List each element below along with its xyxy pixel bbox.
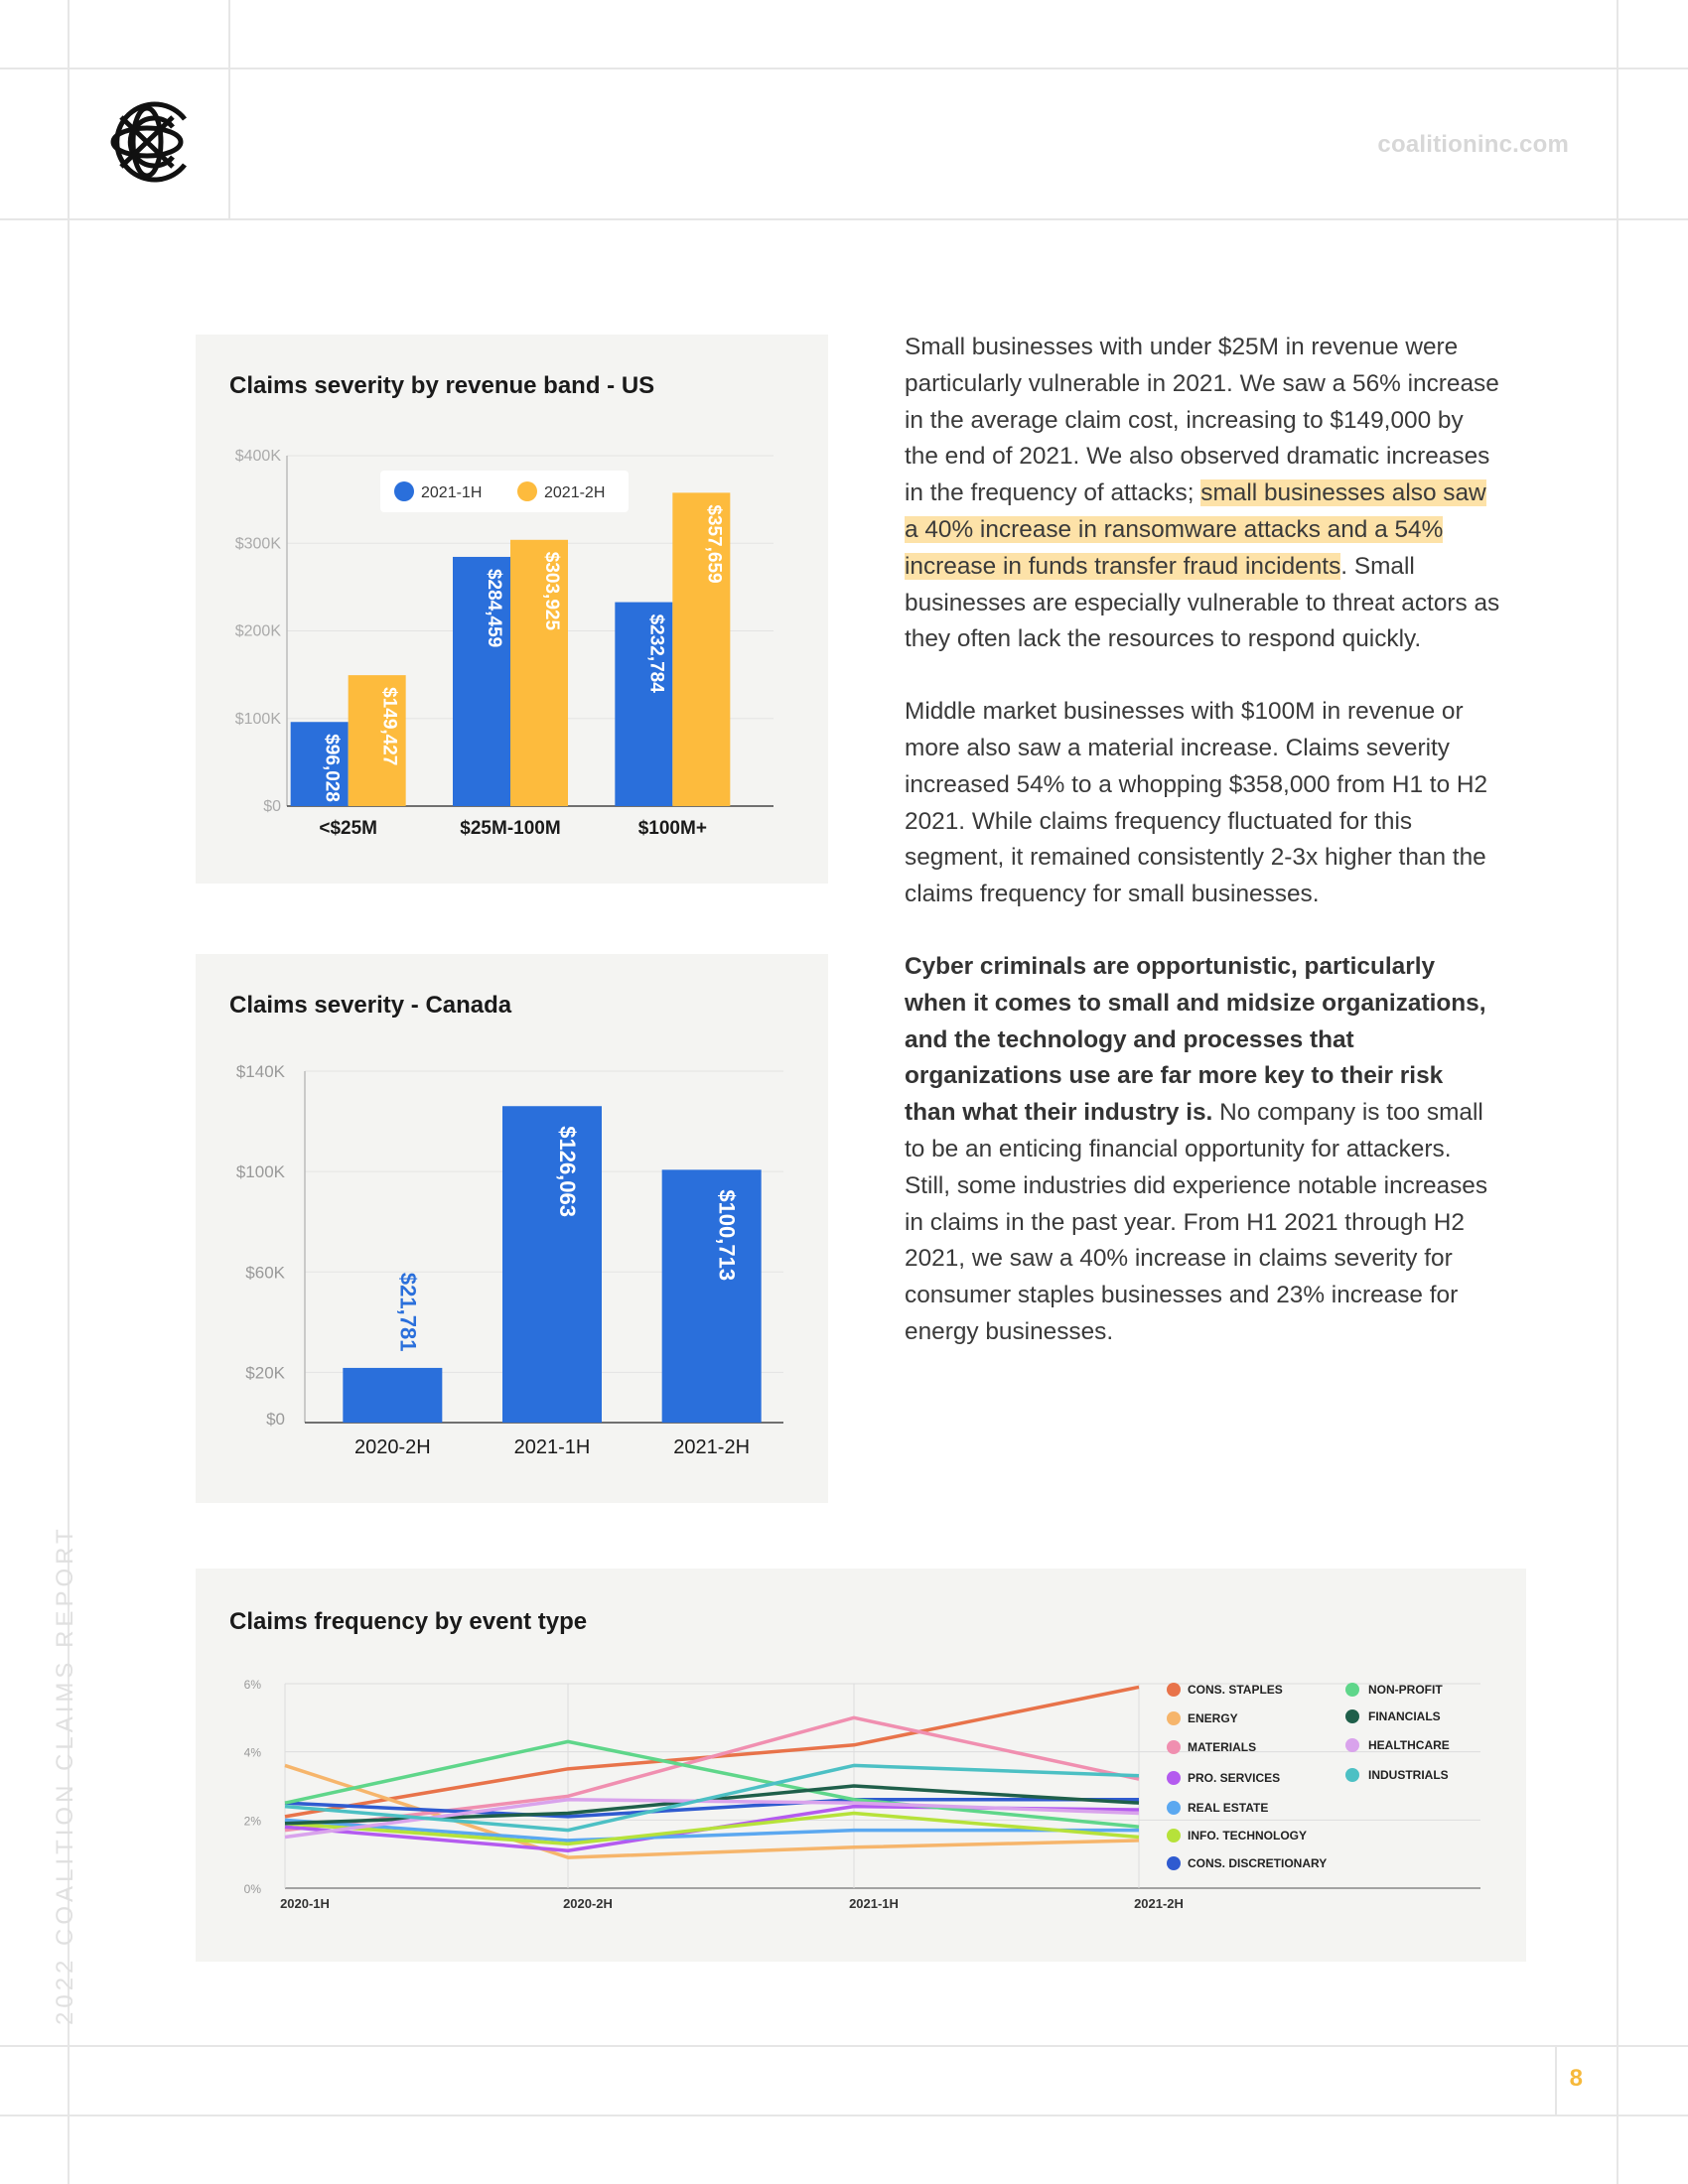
y-tick-label-us: $100K	[234, 710, 281, 728]
paragraph-middle-market: Middle market businesses with $100M in revenue or more also saw a material increase. Claims severity increased 54% to a whopping $358,000 from H1 to H2 2021. While claims frequency fluctuated for this segment, it remained consistently 2-3x higher than the claims frequency for small businesses.	[905, 698, 1488, 908]
legend-swatch-frequency	[1167, 1740, 1181, 1754]
bar-value-label-us: $96,028	[321, 734, 343, 802]
legend-swatch-frequency	[1167, 1711, 1181, 1725]
bar-value-label-canada: $21,781	[395, 1272, 421, 1352]
bar-chart-canada	[196, 954, 828, 1503]
y-tick-label-canada: $140K	[235, 1062, 285, 1081]
paragraph-1-text: Small businesses with under $25M in revenue were particularly vulnerable in 2021. We saw a 56% increase in the average claim cost, increasing to $149,000 by the end of 2021. We also observed dramatic increases in the frequency of attacks;	[905, 334, 1499, 507]
legend-swatch-frequency	[1167, 1829, 1181, 1843]
legend-swatch-frequency	[1345, 1709, 1359, 1723]
y-tick-label-us: $400K	[234, 448, 281, 465]
legend-label-frequency: PRO. SERVICES	[1188, 1771, 1281, 1785]
paragraph-opportunistic	[905, 949, 1500, 1351]
chart-title-canada: Claims severity - Canada	[229, 992, 512, 1019]
bar-chart-us	[196, 335, 828, 884]
bar-value-label-us: $149,427	[378, 687, 400, 766]
x-category-label-canada: 2021-1H	[513, 1436, 591, 1458]
legend-swatch-us	[394, 481, 414, 501]
chart-title-frequency: Claims frequency by event type	[229, 1608, 588, 1635]
bar-canada	[502, 1106, 602, 1423]
legend-swatch-frequency	[1345, 1738, 1359, 1752]
x-tick-label-frequency: 2021-2H	[1134, 1896, 1184, 1911]
x-category-label-us: <$25M	[319, 818, 377, 839]
legend-swatch-us	[517, 481, 537, 501]
frame-line-v2	[228, 0, 230, 218]
bar-value-label-us: $357,659	[703, 504, 725, 584]
y-tick-label-frequency: 2%	[243, 1814, 261, 1829]
frame-line-h1	[0, 68, 1688, 69]
x-category-label-us: $25M-100M	[460, 818, 561, 839]
legend-label-frequency: ENERGY	[1188, 1711, 1238, 1725]
page-number: 8	[1569, 2065, 1583, 2092]
legend-swatch-frequency	[1167, 1801, 1181, 1815]
legend-label-frequency: INFO. TECHNOLOGY	[1188, 1829, 1307, 1843]
frame-line-v3	[1617, 0, 1618, 2184]
y-tick-label-canada: $0	[266, 1410, 285, 1429]
y-tick-label-frequency: 6%	[243, 1678, 261, 1692]
y-tick-label-canada: $20K	[245, 1363, 285, 1383]
x-category-label-canada: 2021-2H	[673, 1436, 751, 1458]
y-tick-label-canada: $60K	[245, 1263, 285, 1283]
legend-label-frequency: MATERIALS	[1188, 1740, 1257, 1754]
paragraph-1-end: . Small businesses are especially vulnerable to threat actors as they often lack the resources to respond quickly.	[905, 552, 1500, 653]
legend-swatch-frequency	[1345, 1683, 1359, 1697]
bar-value-label-us: $303,925	[541, 551, 562, 631]
chart-card-frequency	[196, 1569, 1526, 1962]
y-tick-label-canada: $100K	[235, 1162, 285, 1182]
x-tick-label-frequency: 2020-2H	[563, 1896, 613, 1911]
y-tick-label-us: $0	[263, 798, 281, 815]
bar-value-label-us: $284,459	[484, 568, 504, 648]
frame-line-h2	[0, 218, 1688, 220]
legend-swatch-frequency	[1167, 1856, 1181, 1870]
bar-value-label-canada: $126,063	[555, 1126, 580, 1218]
x-category-label-us: $100M+	[637, 818, 707, 839]
x-category-label-canada: 2020-2H	[353, 1436, 431, 1458]
legend-label-us: 2021-2H	[544, 484, 606, 501]
legend-frequency	[1167, 1683, 1450, 1870]
report-side-label: 2022 COALITION CLAIMS REPORT	[52, 1525, 78, 2025]
bar-canada	[343, 1368, 442, 1423]
series-line-frequency	[285, 1765, 1139, 1857]
body-text	[905, 330, 1500, 1387]
x-tick-label-frequency: 2021-1H	[849, 1896, 899, 1911]
chart-card-us	[196, 335, 828, 884]
bold-statement: Cyber criminals are opportunistic, particularly when it comes to small and midsize organizations, and the technology and processes that organizations use are far more key to their risk than what their industry is.	[905, 952, 1486, 1127]
legend-label-frequency: FINANCIALS	[1368, 1709, 1441, 1723]
y-tick-label-frequency: 0%	[243, 1882, 261, 1896]
paragraph-small-business	[905, 330, 1500, 658]
chart-card-canada	[196, 954, 828, 1503]
highlighted-text: small businesses also saw a 40% increase in ransomware attacks and a 54% increase in funds transfer fraud incidents	[905, 479, 1486, 580]
bar-canada	[662, 1169, 762, 1423]
frame-line-h3	[0, 2045, 1688, 2047]
bar-value-label-us: $232,784	[645, 614, 667, 693]
legend-label-frequency: CONS. DISCRETIONARY	[1188, 1856, 1328, 1870]
legend-label-frequency: CONS. STAPLES	[1188, 1683, 1283, 1697]
y-tick-label-us: $200K	[234, 622, 281, 640]
legend-label-frequency: INDUSTRIALS	[1368, 1768, 1449, 1782]
legend-label-frequency: REAL ESTATE	[1188, 1801, 1269, 1815]
legend-swatch-frequency	[1167, 1771, 1181, 1785]
legend-swatch-frequency	[1167, 1683, 1181, 1697]
coalition-logo-icon	[107, 97, 193, 187]
x-tick-label-frequency: 2020-1H	[280, 1896, 330, 1911]
frame-line-v4	[1555, 2045, 1557, 2115]
frame-line-h4	[0, 2115, 1688, 2116]
legend-label-us: 2021-1H	[421, 484, 483, 501]
legend-swatch-frequency	[1345, 1768, 1359, 1782]
y-tick-label-us: $300K	[234, 535, 281, 553]
chart-title-us: Claims severity by revenue band - US	[229, 372, 655, 399]
bar-value-label-canada: $100,713	[714, 1189, 740, 1282]
legend-label-frequency: NON-PROFIT	[1368, 1683, 1443, 1697]
site-url[interactable]: coalitioninc.com	[1377, 131, 1569, 158]
legend-label-frequency: HEALTHCARE	[1368, 1738, 1450, 1752]
paragraph-3-text: No company is too small to be an enticing financial opportunity for attackers. Still, some industries did experience notable increases in claims in the past year. From H1 2021 through H2 2021, we saw a 40% increase in claims severity for consumer staples businesses and 23% increase for energy businesses.	[905, 1099, 1488, 1345]
y-tick-label-frequency: 4%	[243, 1745, 261, 1760]
line-chart-frequency	[196, 1569, 1526, 1962]
legend-us	[380, 471, 629, 512]
